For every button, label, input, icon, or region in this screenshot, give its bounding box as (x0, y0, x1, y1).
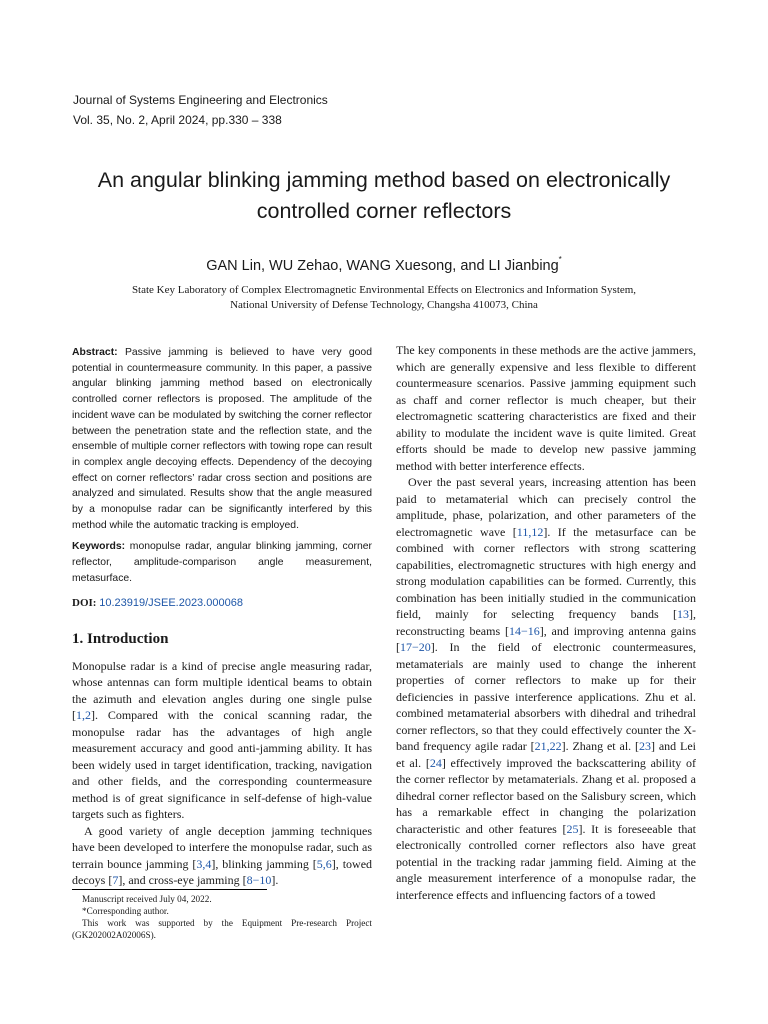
paper-title-line1: An angular blinking jamming method based on electronically (97, 168, 671, 192)
doi-link[interactable]: 10.23919/JSEE.2023.000068 (99, 596, 243, 609)
text-run: ]. Compared with the conical scanning radar, the monopulse radar has the advantages of high angle measurement accuracy and good anti-jamming ability. It has been widely used in target identification, tracking, navigation and other fields, and the corresponding countermeasure method is of great significance in self-defense of high-value targets such as fighters. (72, 708, 372, 822)
affiliation-line1: State Key Laboratory of Complex Electromagnetic Environmental Effects on Electronics and Information System, (131, 284, 637, 296)
citation-link[interactable]: 13 (677, 607, 689, 621)
keywords-label: Keywords: (72, 541, 126, 553)
journal-name: Journal of Systems Engineering and Electronics (73, 93, 328, 107)
text-run: ]. It is foreseeable that electronically controlled corner reflectors also have great potential in the tracking radar jamming field. Aiming at the angle measurement interference of a monopulse radar, the interference effects and influencing factors of a towed (396, 821, 696, 902)
author-names: GAN Lin, WU Zehao, WANG Xuesong, and LI Jianbing (206, 258, 559, 274)
citation-link[interactable]: 24 (429, 755, 442, 770)
citation-link[interactable]: 1,2 (76, 708, 91, 723)
citation-link[interactable]: 7 (112, 873, 119, 888)
affiliation (40, 283, 728, 313)
abstract (72, 345, 372, 533)
left-column (72, 345, 372, 889)
footnote-rule (72, 889, 267, 890)
citation-link[interactable]: 3,4 (196, 856, 212, 871)
text-run: ], blinking jamming [ (211, 856, 317, 871)
doi (72, 597, 372, 609)
text-run: ]. (271, 873, 279, 888)
text-run: ], towed decoys [ (72, 856, 373, 888)
footnotes (72, 893, 372, 941)
abstract-text: Passive jamming is believed to have very good potential in countermeasure community. In this paper, a passive angular blinking jamming method based on electronically controlled corner reflectors is proposed. The amplitude of the incident wave can be modulated by switching the corner reflector between the penetration state and the reflection state, and the ensemble of multiple corner reflectors with towing rope can result in complex angle decoying effects. Dependency of the decoying effect on corner reflectors’ radar cross section and positions are analyzed and simulated. Results show that the angle measured by a monopulse radar can be significantly interfered by this method while the automatic tracking is employed. (72, 347, 372, 531)
paper-title (40, 165, 728, 227)
footnote-corresponding: *Corresponding author. (82, 906, 169, 916)
citation-link[interactable]: 17−20 (400, 640, 431, 654)
keywords (72, 539, 372, 586)
text-run: ]. Zhang et al. [ (561, 739, 639, 753)
right-paragraph-2 (396, 474, 696, 903)
doi-label: DOI: (72, 596, 97, 609)
right-paragraph-1: The key components in these methods are the active jammers, which are generally expensive and less flexible to different countermeasure scenarios. Passive jamming equipment such as chaff and corner reflector is much cheaper, but their electromagnetic scattering characteristics are fixed and their ability to modulate the incident wave is quite limited. Great efforts should be made to develop new passive jamming method with better interference effects. (396, 343, 696, 473)
affiliation-line2: National University of Defense Technology, Changsha 410073, China (230, 299, 538, 311)
footnote-received: Manuscript received July 04, 2022. (82, 894, 212, 904)
text-run: Over the past several years, increasing attention has been paid to metamaterial which can precisely control the amplitude, phase, polarization, and other parameters of the electromagnetic wave [ (396, 475, 696, 539)
intro-paragraph-1 (72, 658, 372, 823)
citation-link[interactable]: 14−16 (508, 623, 540, 638)
citation-link[interactable]: 25 (566, 821, 579, 836)
authors (40, 255, 728, 274)
text-run: ] and Lei et al. [ (396, 739, 697, 770)
citation-link[interactable]: 11,12 (516, 524, 544, 539)
text-run: ], and improving antenna gains [ (396, 623, 696, 654)
text-run: Monopulse radar is a kind of precise angle measuring radar, whose antennas can form multiple identical beams to obtain the azimuth and elevation angles during one single pulse [ (72, 658, 372, 723)
citation-link[interactable]: 21,22 (534, 739, 562, 753)
paper-title-line2: controlled corner reflectors (256, 199, 512, 223)
journal-header (73, 90, 328, 130)
intro-paragraph-2 (72, 823, 372, 889)
text-run: ] effectively improved the backscattering ability of the corner reflector by metamaterials. Zhang et al. proposed a dihedral corner reflector based on the Salisbury screen, which has a remarkable effect in changing the polarization characteristic and other features [ (396, 755, 696, 836)
section-heading-introduction: 1. Introduction (72, 630, 169, 647)
text-run: ]. If the metasurface can be combined with corner reflectors with strong scattering capabilities, electromagnetic structures with high energy and strong modulation capabilities can be formed. Currently, this combination has been initially studied in the communication field, mainly for selecting frequency bands [ (396, 524, 697, 621)
citation-link[interactable]: 5,6 (316, 856, 332, 871)
journal-issue: Vol. 35, No. 2, April 2024, pp.330 – 338 (73, 113, 282, 127)
text-run: ]. In the field of electronic countermeasures, metamaterials are mainly used to change the inherent properties of corner reflectors to make up for their deficiencies in passive interference applications. Zhu et al. combined metamaterial absorbers with dihedral and trihedral corner reflectors, so that they could effectively counter the X-band frequency agile radar [ (396, 640, 696, 753)
text-run: ], and cross-eye jamming [ (118, 873, 247, 888)
abstract-label: Abstract: (72, 347, 118, 358)
footnote-support: This work was supported by the Equipment Pre-research Project (GK202002A02006S). (72, 918, 372, 940)
text-run: A good variety of angle deception jamming techniques have been developed to interfere the monopulse radar, such as terrain bounce jamming [ (72, 823, 372, 871)
keywords-text: monopulse radar, angular blinking jamming, corner reflector, amplitude-comparison angle measurement, metasurface. (72, 541, 373, 584)
corresponding-mark: * (558, 255, 562, 264)
citation-link[interactable]: 8−10 (246, 873, 272, 888)
citation-link[interactable]: 23 (639, 739, 651, 753)
text-run: ], reconstructing beams [ (396, 607, 696, 638)
right-column (396, 342, 696, 903)
